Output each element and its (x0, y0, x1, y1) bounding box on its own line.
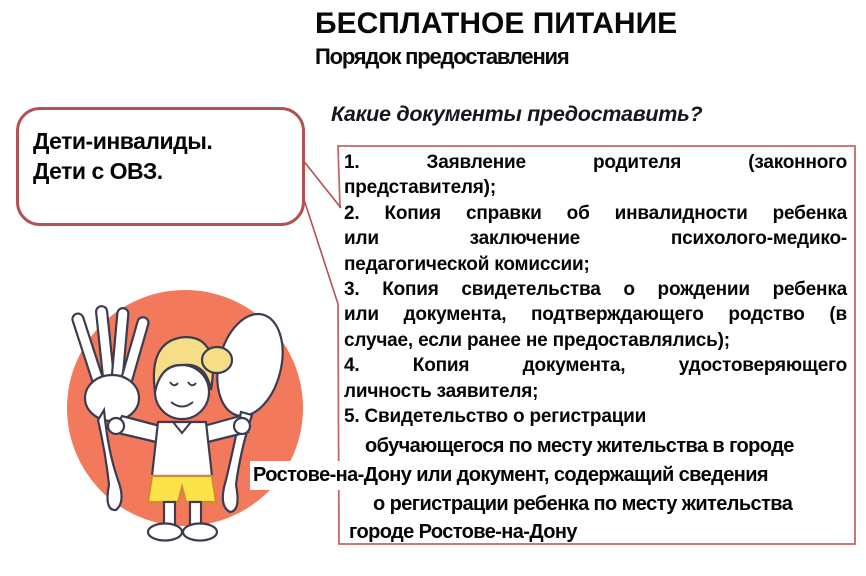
document-line-15: городе Ростове-на-Дону (349, 521, 577, 544)
page-subtitle: Порядок предоставления (315, 44, 569, 69)
document-line-11: 5. Свидетельство о регистрации (344, 406, 647, 428)
document-line-5: педагогической комиссии; (344, 253, 590, 275)
document-line-8: случае, если ранее не предоставлялись); (344, 329, 730, 351)
document-line-10: личность заявителя; (344, 380, 539, 402)
child-illustration-svg (60, 280, 320, 560)
page-title: БЕСПЛАТНОЕ ПИТАНИЕ (315, 7, 678, 40)
bubble-line-1: Дети-инвалиды. (33, 128, 213, 154)
document-line-9: 4. Копия документа, удостоверяющего (344, 355, 847, 377)
document-line-2: представителя); (344, 177, 496, 199)
question-heading: Какие документы предоставить? (331, 102, 703, 126)
child-with-fork-and-spoon-illustration (60, 280, 320, 560)
document-line-14: о регистрации ребенка по месту жительства (373, 492, 793, 515)
document-line-7: или документа, подтверждающего родство (в (344, 304, 847, 326)
bubble-line-2: Дети с ОВЗ. (33, 158, 163, 184)
speech-bubble (16, 107, 305, 226)
documents-list (253, 150, 847, 547)
document-line-6: 3. Копия свидетельства о рождении ребенка (344, 279, 847, 301)
document-line-4: или заключение психолого-медико- (344, 228, 847, 250)
document-line-13: Ростове-на-Дону или документ, содержащий сведения (250, 461, 771, 490)
header (315, 8, 855, 69)
document-line-12: обучающегося по месту жительства в городе (365, 435, 794, 458)
document-line-3: 2. Копия справки об инвалидности ребенка (344, 202, 847, 224)
document-line-1: 1. Заявление родителя (законного (344, 152, 847, 173)
